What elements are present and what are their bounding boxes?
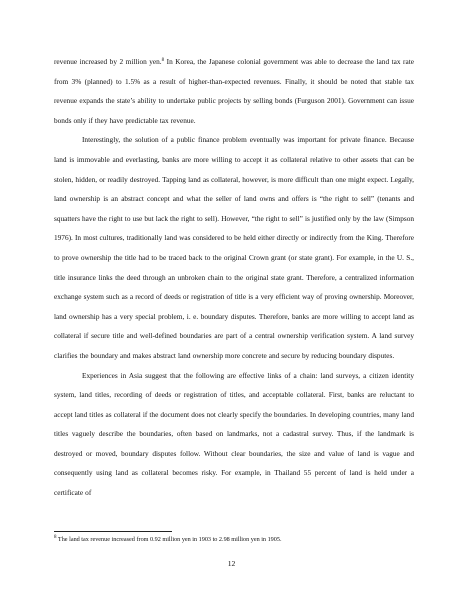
footnote-text: The land tax revenue increased from 0.92 million yen in 1903 to 2.98 million yen in 1905.	[56, 536, 282, 543]
footnote-divider	[54, 531, 172, 532]
paragraph-1-text-end: In Korea, the Japanese colonial government was able to decrease the land tax rate from 3% (planned) to 1.5% as a result of higher-than-expected revenues. Finally, it should be noted that stable tax revenue expands the state’s ability to undertake public projects by selling bonds (Furguson 2001). Government can issue bonds only if they have predictable tax revenue.	[54, 57, 414, 125]
page-number: 12	[227, 559, 236, 568]
paragraph-3: Experiences in Asia suggest that the following are effective links of a chain: land surveys, a citizen identity system, land titles, recording of deeds or registration of titles, and acceptable collateral. First, banks are reluctant to accept land titles as collateral if the document does not clearly specify the boundaries. In developing countries, many land titles vaguely describe the boundaries, often based on landmarks, not a cadastral survey. Thus, if the landmark is destroyed or moved, boundary disputes follow. Without clear boundaries, the size and value of land is vague and consequently using land as collateral becomes risky. For example, in Thailand 55 percent of land is held under a certificate of	[54, 370, 414, 498]
footnote-8	[54, 535, 414, 544]
paragraph-1	[54, 52, 414, 130]
paragraph-1-text-start: revenue increased by 2 million yen.	[54, 57, 162, 66]
footnote-marker: 8	[54, 535, 57, 540]
body-text	[54, 52, 414, 503]
paragraph-2: Interestingly, the solution of a public finance problem eventually was important for private finance. Because land is immovable and everlasting, banks are more willing to accept it as collateral relative to other assets that can be stolen, hidden, or readily destroyed. Tapping land as collateral, however, is more difficult than one might expect. Legally, land ownership is an abstract concept and what the seller of land owns and offers is “the right to sell” (tenants and squatters have the right to use but lack the right to sell). However, “the right to sell” is justified only by the law (Simpson 1976). In most cultures, traditionally land was considered to be held either directly or indirectly from the King. Therefore to prove ownership the title had to be traced back to the original Crown grant (or state grant). For example, in the U. S., title insurance links the deed through an unbroken chain to the original state grant. Therefore, a centralized information exchange system such as a record of deeds or registration of title is a very efficient way of proving ownership. Moreover, land ownership has a very special problem, i. e. boundary disputes. Therefore, banks are more willing to accept land as collateral if secure title and well-defined boundaries are part of a central ownership verification system. A land survey clarifies the boundary and makes abstract land ownership more concrete and secure by reducing boundary disputes.	[54, 135, 414, 360]
footnote-reference-8: 8	[161, 58, 165, 63]
